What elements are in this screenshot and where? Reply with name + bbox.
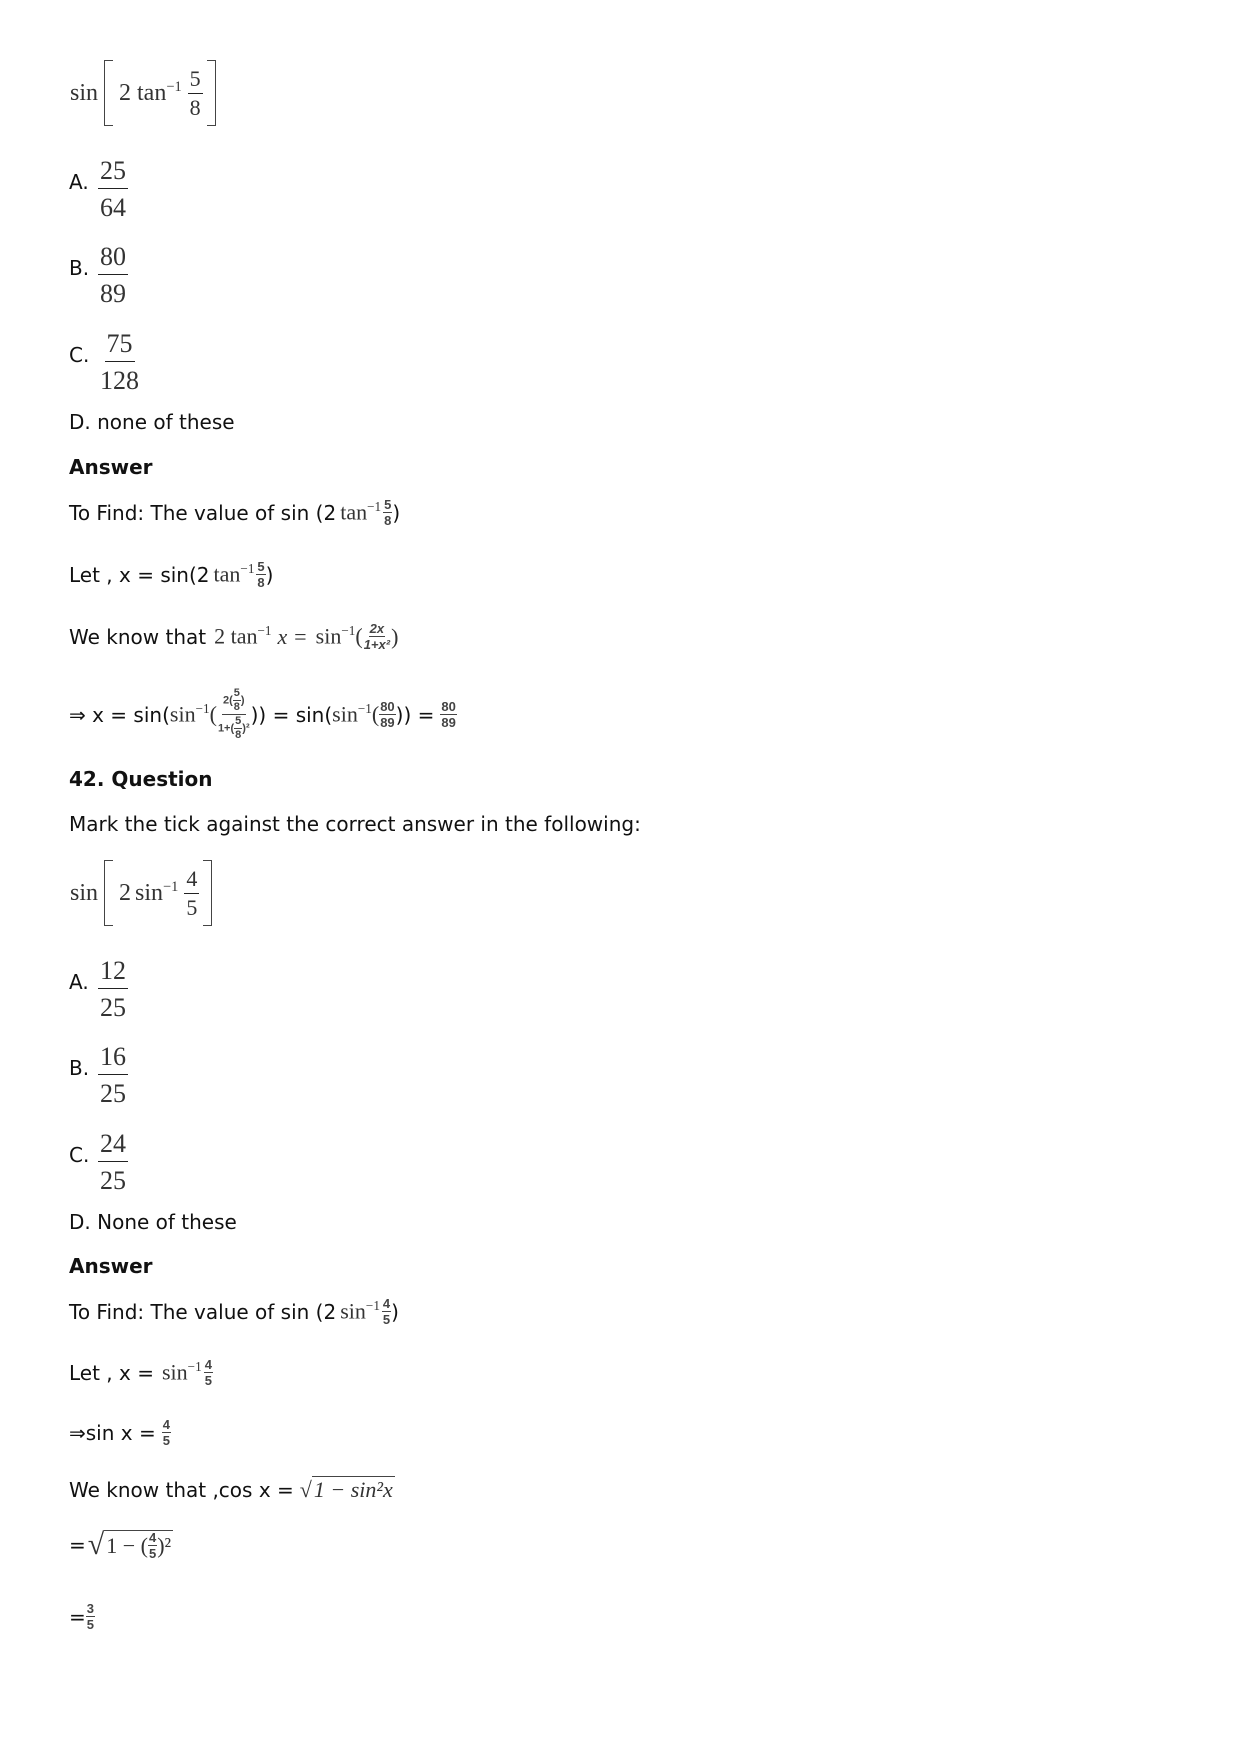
q42-let: Let , x = $\sin^{-1}$ $\frac{4}{5}$ [69,1357,212,1388]
q42-know-that: We know that ,cos x = √1 − sin²x [69,1477,393,1502]
left-bracket [104,860,113,926]
q41-know-that: We know that 2 $\tan^{-1}$ x = $\sin^{-1}$( $\frac{2x}{\text{1+x²}}$ ) [69,621,399,652]
q42-option-b[interactable]: B. [69,1056,90,1080]
q41-option-b-fraction: $\frac{80}{89}$ [100,242,126,308]
left-bracket [104,60,113,126]
q41-option-d[interactable]: D. none of these [69,410,235,434]
q41-option-c[interactable]: C. [69,343,90,367]
q41-let: Let , x = sin(2 $\tan^{-1}$ $\frac{5}{8}$ ) [69,559,274,590]
q42-option-a[interactable]: A. [69,970,89,994]
q41-to-find: To Find: The value of sin (2 $\tan^{-1}$ $\frac{5}{8}$ ) [69,497,401,528]
fraction: $\frac{4}{5}$ [186,865,198,920]
q42-heading: 42. Question [69,767,213,791]
q42-option-c-fraction: $\frac{24}{25}$ [100,1129,126,1195]
q42-expression: sin 2 $\sin^{-1}$ $\frac{4}{5}$ [70,860,212,926]
fraction: $\frac{5}{8}$ [189,65,201,120]
q42-sin-x: ⇒sin x = $\frac{4}{5}$ [69,1417,170,1448]
q42-option-b-fraction: $\frac{16}{25}$ [100,1042,126,1108]
q41-option-a[interactable]: A. [69,170,89,194]
q42-option-c[interactable]: C. [69,1143,90,1167]
q42-option-a-fraction: $\frac{12}{25}$ [100,956,126,1022]
q42-step-sqrt: = √ 1 − ( $\frac{4}{5}$ )² [69,1528,172,1561]
q41-option-b[interactable]: B. [69,256,90,280]
q42-prompt: Mark the tick against the correct answer in the following: [69,812,641,836]
right-bracket [207,60,216,126]
q41-option-a-fraction: $\frac{25}{64}$ [100,156,126,222]
q41-result: ⇒ x = sin( $\sin^{-1}$( 2( $\frac{5}{8}$ ) 1+( $\frac{5}{8}$ )² ) ) = sin( $\sin^{-1}$( $\frac{80}{89}$ )) = $\frac{80}{89}$ [69,687,456,741]
q41-option-c-fraction: $\frac{75}{128}$ [100,329,139,395]
right-bracket [203,860,212,926]
q42-answer-heading: Answer [69,1254,153,1278]
q42-option-d[interactable]: D. None of these [69,1210,237,1234]
q42-to-find: To Find: The value of sin (2 $\sin^{-1}$ $\frac{4}{5}$ ) [69,1296,399,1327]
q41-answer-heading: Answer [69,455,153,479]
q42-final: = $\frac{3}{5}$ [69,1601,94,1632]
q41-expression: sin 2 $\tan^{-1}$ $\frac{5}{8}$ [70,60,216,126]
